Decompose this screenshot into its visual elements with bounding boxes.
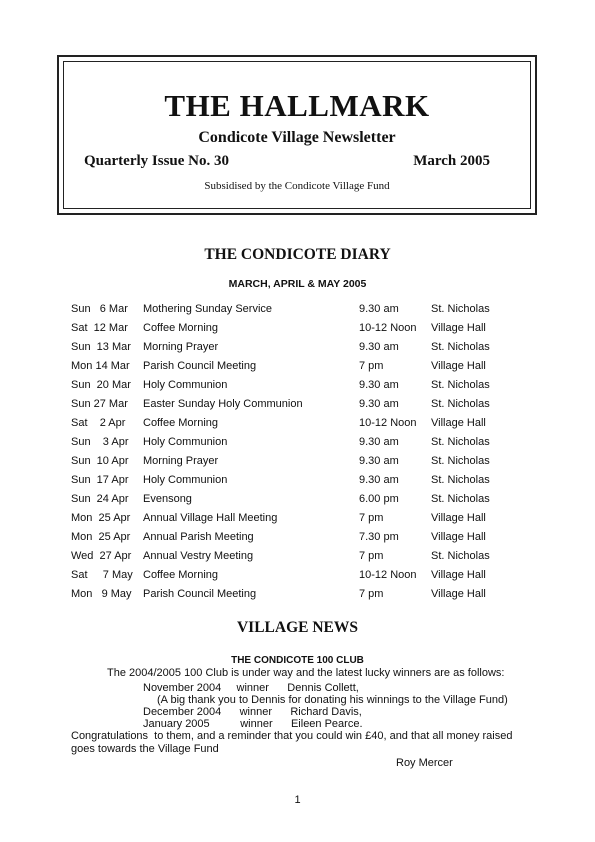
diary-date: Mon 9 May <box>71 588 132 600</box>
diary-row <box>71 585 541 604</box>
congrats-line-2: goes towards the Village Fund <box>71 743 219 755</box>
diary-venue: St. Nicholas <box>431 436 490 448</box>
diary-venue: Village Hall <box>431 512 486 524</box>
thanks-note: (A big thank you to Dennis for donating his winnings to the Village Fund) <box>157 694 508 706</box>
diary-date: Sat 12 Mar <box>71 322 128 334</box>
issue-date: March 2005 <box>413 153 490 169</box>
diary-venue: St. Nicholas <box>431 303 490 315</box>
diary-venue: Village Hall <box>431 588 486 600</box>
diary-time: 10-12 Noon <box>359 569 417 581</box>
diary-date: Mon 25 Apr <box>71 531 131 543</box>
diary-time: 10-12 Noon <box>359 417 417 429</box>
diary-venue: Village Hall <box>431 569 486 581</box>
masthead-box <box>57 55 537 215</box>
diary-event: Coffee Morning <box>143 569 219 581</box>
diary-venue: St. Nicholas <box>431 550 490 562</box>
diary-row <box>71 319 541 338</box>
diary-time: 7.30 pm <box>359 531 399 543</box>
diary-event: Coffee Morning <box>143 417 219 429</box>
diary-row <box>71 433 541 452</box>
diary-venue: St. Nicholas <box>431 455 490 467</box>
diary-row <box>71 566 541 585</box>
diary-row <box>71 490 541 509</box>
newsletter-title: THE HALLMARK <box>164 88 430 123</box>
diary-time: 9.30 am <box>359 303 399 315</box>
diary-event: Morning Prayer <box>143 341 219 353</box>
diary-row <box>71 338 541 357</box>
newsletter-subtitle: Condicote Village Newsletter <box>198 129 396 146</box>
diary-date: Sun 13 Mar <box>71 341 131 353</box>
diary-event: Holy Communion <box>143 474 228 486</box>
diary-row <box>71 471 541 490</box>
diary-event: Easter Sunday Holy Communion <box>143 398 303 410</box>
diary-event: Mothering Sunday Service <box>143 303 273 315</box>
diary-venue: St. Nicholas <box>431 398 490 410</box>
diary-event: Annual Village Hall Meeting <box>143 512 278 524</box>
subsidised-note: Subsidised by the Condicote Village Fund <box>204 180 390 192</box>
diary-event: Annual Parish Meeting <box>143 531 254 543</box>
diary-event: Parish Council Meeting <box>143 588 257 600</box>
diary-time: 9.30 am <box>359 436 399 448</box>
diary-table <box>71 300 541 604</box>
diary-date: Sun 17 Apr <box>71 474 129 486</box>
diary-date: Sun 10 Apr <box>71 455 129 467</box>
diary-row <box>71 509 541 528</box>
winner-january: January 2005 winner Eileen Pearce. <box>143 718 363 730</box>
diary-venue: Village Hall <box>431 322 486 334</box>
diary-venue: Village Hall <box>431 531 486 543</box>
diary-event: Coffee Morning <box>143 322 219 334</box>
diary-row <box>71 528 541 547</box>
diary-date: Sun 3 Apr <box>71 436 129 448</box>
diary-event: Holy Communion <box>143 436 228 448</box>
diary-time: 9.30 am <box>359 398 399 410</box>
diary-row <box>71 547 541 566</box>
diary-venue: St. Nicholas <box>431 379 490 391</box>
diary-time: 7 pm <box>359 360 384 372</box>
issue-number: Quarterly Issue No. 30 <box>84 153 229 169</box>
diary-time: 9.30 am <box>359 341 399 353</box>
diary-event: Parish Council Meeting <box>143 360 257 372</box>
diary-row <box>71 452 541 471</box>
winner-november: November 2004 winner Dennis Collett, <box>143 682 359 694</box>
diary-event: Morning Prayer <box>143 455 219 467</box>
diary-venue: St. Nicholas <box>431 341 490 353</box>
club-intro: The 2004/2005 100 Club is under way and the latest lucky winners are as follows: <box>107 667 505 679</box>
diary-heading: THE CONDICOTE DIARY <box>204 246 391 263</box>
congrats-line-1: Congratulations to them, and a reminder that you could win £40, and that all money raised <box>71 730 513 742</box>
diary-date: Mon 25 Apr <box>71 512 131 524</box>
diary-date: Sun 20 Mar <box>71 379 131 391</box>
diary-date: Sat 7 May <box>71 569 133 581</box>
diary-venue: St. Nicholas <box>431 474 490 486</box>
diary-time: 9.30 am <box>359 455 399 467</box>
diary-time: 7 pm <box>359 550 384 562</box>
diary-time: 9.30 am <box>359 474 399 486</box>
diary-subheading: MARCH, APRIL & MAY 2005 <box>228 278 367 290</box>
diary-date: Mon 14 Mar <box>71 360 130 372</box>
page-number: 1 <box>294 794 301 806</box>
club-heading: THE CONDICOTE 100 CLUB <box>231 655 364 666</box>
diary-date: Sun 24 Apr <box>71 493 129 505</box>
diary-event: Evensong <box>143 493 192 505</box>
winner-december: December 2004 winner Richard Davis, <box>143 706 362 718</box>
diary-row <box>71 395 541 414</box>
diary-date: Sun 6 Mar <box>71 303 128 315</box>
diary-venue: Village Hall <box>431 417 486 429</box>
diary-venue: St. Nicholas <box>431 493 490 505</box>
diary-time: 9.30 am <box>359 379 399 391</box>
masthead-inner-border <box>63 61 531 209</box>
diary-time: 10-12 Noon <box>359 322 417 334</box>
diary-venue: Village Hall <box>431 360 486 372</box>
diary-date: Sat 2 Apr <box>71 417 126 429</box>
signature: Roy Mercer <box>396 757 453 769</box>
diary-row <box>71 300 541 319</box>
diary-event: Annual Vestry Meeting <box>143 550 254 562</box>
diary-event: Holy Communion <box>143 379 228 391</box>
diary-time: 7 pm <box>359 512 384 524</box>
news-heading: VILLAGE NEWS <box>236 619 359 636</box>
diary-row <box>71 357 541 376</box>
diary-time: 6.00 pm <box>359 493 399 505</box>
diary-row <box>71 414 541 433</box>
diary-time: 7 pm <box>359 588 384 600</box>
diary-date: Wed 27 Apr <box>71 550 132 562</box>
diary-date: Sun 27 Mar <box>71 398 128 410</box>
diary-row <box>71 376 541 395</box>
